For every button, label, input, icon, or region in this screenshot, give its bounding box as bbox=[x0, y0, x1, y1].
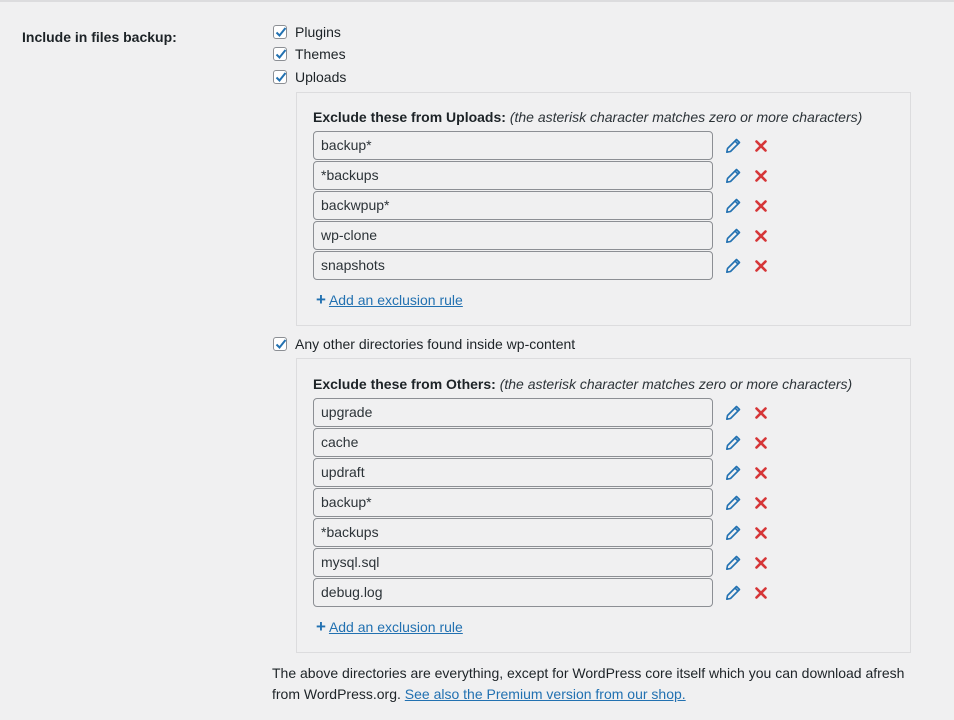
pencil-icon[interactable] bbox=[725, 168, 741, 184]
uploads-label: Uploads bbox=[295, 69, 347, 85]
exclusion-rule-input[interactable]: backup* bbox=[313, 488, 713, 517]
exclusion-rule-input[interactable]: *backups bbox=[313, 518, 713, 547]
checkmark-icon bbox=[273, 69, 289, 85]
themes-label: Themes bbox=[295, 46, 346, 62]
checkmark-icon bbox=[273, 46, 289, 62]
pencil-icon[interactable] bbox=[725, 465, 741, 481]
close-icon[interactable] bbox=[754, 496, 768, 510]
add-exclusion-rule-label[interactable]: Add an exclusion rule bbox=[328, 292, 463, 308]
exclusion-rule-input[interactable]: wp-clone bbox=[313, 221, 713, 250]
exclusion-rule-input[interactable]: backup* bbox=[313, 131, 713, 160]
close-icon[interactable] bbox=[754, 139, 768, 153]
checkmark-icon bbox=[273, 24, 289, 40]
pencil-icon[interactable] bbox=[725, 585, 741, 601]
others-panel-title-hint: (the asterisk character matches zero or more characters) bbox=[499, 376, 853, 392]
close-icon[interactable] bbox=[754, 466, 768, 480]
exclusion-rule-input[interactable]: upgrade bbox=[313, 398, 713, 427]
add-exclusion-rule-link[interactable] bbox=[316, 619, 463, 635]
uploads-panel-title bbox=[313, 109, 862, 125]
close-icon[interactable] bbox=[754, 169, 768, 183]
exclusion-rule-input[interactable]: *backups bbox=[313, 161, 713, 190]
pencil-icon[interactable] bbox=[725, 555, 741, 571]
plus-icon: + bbox=[316, 290, 326, 309]
exclusion-rule-input[interactable]: backwpup* bbox=[313, 191, 713, 220]
close-icon[interactable] bbox=[754, 259, 768, 273]
plugins-checkbox[interactable] bbox=[273, 25, 287, 39]
exclusion-rule-input[interactable]: mysql.sql bbox=[313, 548, 713, 577]
pencil-icon[interactable] bbox=[725, 435, 741, 451]
top-divider bbox=[0, 0, 954, 2]
add-exclusion-rule-label[interactable]: Add an exclusion rule bbox=[328, 619, 463, 635]
others-panel-title bbox=[313, 376, 852, 392]
add-exclusion-rule-link[interactable] bbox=[316, 292, 463, 308]
pencil-icon[interactable] bbox=[725, 495, 741, 511]
uploads-panel-title-bold: Exclude these from Uploads: bbox=[313, 109, 506, 125]
premium-version-link[interactable]: See also the Premium version from our shop. bbox=[404, 686, 686, 702]
uploads-panel-title-hint: (the asterisk character matches zero or more characters) bbox=[509, 109, 863, 125]
footer-text: The above directories are everything, except for WordPress core itself which you can download afresh from WordPress.org. bbox=[272, 665, 905, 702]
others-checkbox-row[interactable] bbox=[273, 335, 575, 353]
plus-icon: + bbox=[316, 617, 326, 636]
pencil-icon[interactable] bbox=[725, 405, 741, 421]
close-icon[interactable] bbox=[754, 556, 768, 570]
close-icon[interactable] bbox=[754, 229, 768, 243]
uploads-exclusion-panel bbox=[296, 92, 911, 326]
footer-note bbox=[272, 663, 912, 705]
others-checkbox[interactable] bbox=[273, 337, 287, 351]
others-label: Any other directories found inside wp-content bbox=[295, 336, 576, 352]
exclusion-rule-input[interactable]: debug.log bbox=[313, 578, 713, 607]
others-panel-title-bold: Exclude these from Others: bbox=[313, 376, 496, 392]
themes-checkbox[interactable] bbox=[273, 47, 287, 61]
close-icon[interactable] bbox=[754, 406, 768, 420]
plugins-checkbox-row[interactable] bbox=[273, 23, 341, 41]
plugins-label: Plugins bbox=[295, 24, 341, 40]
close-icon[interactable] bbox=[754, 586, 768, 600]
pencil-icon[interactable] bbox=[725, 525, 741, 541]
others-exclusion-panel bbox=[296, 358, 911, 653]
checkmark-icon bbox=[273, 336, 289, 352]
section-label: Include in files backup: bbox=[22, 29, 177, 45]
uploads-checkbox-row[interactable] bbox=[273, 68, 346, 86]
exclusion-rule-input[interactable]: updraft bbox=[313, 458, 713, 487]
close-icon[interactable] bbox=[754, 199, 768, 213]
pencil-icon[interactable] bbox=[725, 228, 741, 244]
pencil-icon[interactable] bbox=[725, 138, 741, 154]
exclusion-rule-input[interactable]: cache bbox=[313, 428, 713, 457]
close-icon[interactable] bbox=[754, 526, 768, 540]
pencil-icon[interactable] bbox=[725, 198, 741, 214]
exclusion-rule-input[interactable]: snapshots bbox=[313, 251, 713, 280]
themes-checkbox-row[interactable] bbox=[273, 45, 346, 63]
close-icon[interactable] bbox=[754, 436, 768, 450]
uploads-checkbox[interactable] bbox=[273, 70, 287, 84]
pencil-icon[interactable] bbox=[725, 258, 741, 274]
